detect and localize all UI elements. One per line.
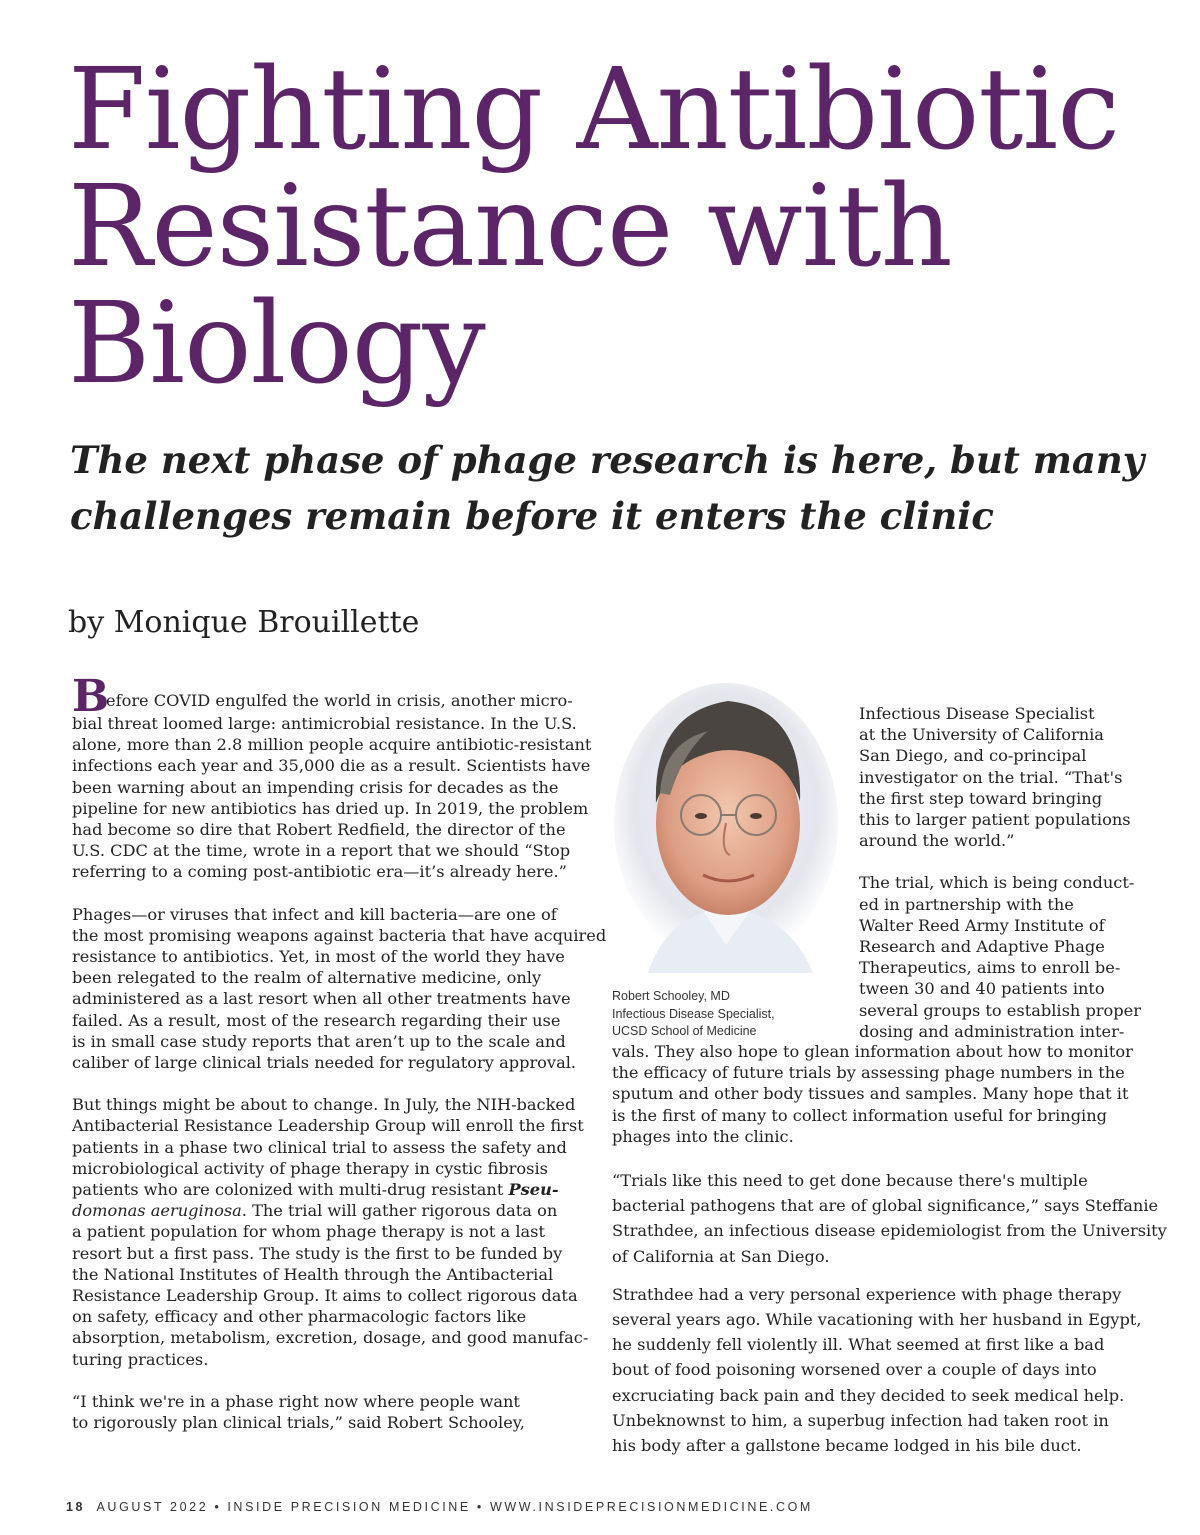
caption-line: Infectious Disease Specialist, bbox=[612, 1006, 775, 1021]
paragraph bbox=[72, 904, 607, 1074]
text-line: of California at San Diego. bbox=[612, 1246, 830, 1266]
title-line: Biology bbox=[68, 279, 485, 409]
paragraph bbox=[612, 1282, 1142, 1458]
text-line: bout of food poisoning worsened over a couple of days into bbox=[612, 1360, 1097, 1380]
text-line: the first step toward bringing bbox=[859, 788, 1103, 808]
text-segment: patients who are colonized with multi-drug resistant bbox=[72, 1180, 504, 1200]
text-line: his body after a gallstone became lodged in his bile duct. bbox=[612, 1436, 1082, 1456]
text-line: infections each year and 35,000 die as a result. Scientists have bbox=[72, 756, 591, 776]
right-column-top bbox=[859, 703, 1149, 1063]
text-line: Infectious Disease Specialist bbox=[859, 704, 1095, 723]
text-line: microbiological activity of phage therapy in cystic fibrosis bbox=[72, 1158, 548, 1178]
paragraph bbox=[859, 703, 1149, 851]
text-line: dosing and administration inter- bbox=[859, 1021, 1125, 1041]
text-line: investigator on the trial. “That's bbox=[859, 767, 1123, 787]
text-line: Unbeknownst to him, a superbug infection had taken root in bbox=[612, 1410, 1109, 1430]
text-line: tween 30 and 40 patients into bbox=[859, 979, 1105, 999]
text-line: ed in partnership with the bbox=[859, 894, 1074, 914]
text-line: “I think we're in a phase right now where people want bbox=[72, 1391, 520, 1411]
paragraph bbox=[72, 671, 592, 883]
text-line: excruciating back pain and they decided to seek medical help. bbox=[612, 1385, 1125, 1405]
subtitle-line: challenges remain before it enters the clinic bbox=[70, 494, 994, 538]
text-line: the efficacy of future trials by assessing phage numbers in the bbox=[612, 1063, 1125, 1083]
first-line bbox=[72, 671, 573, 722]
caption-line: UCSD School of Medicine bbox=[612, 1024, 757, 1038]
article-title bbox=[68, 45, 1168, 409]
footer-text: AUGUST 2022 • INSIDE PRECISION MEDICINE • WWW.INSIDEPRECISIONMEDICINE.COM bbox=[96, 1500, 813, 1514]
text-line: absorption, metabolism, excretion, dosage, and good manufac- bbox=[72, 1328, 589, 1348]
title-line: Fighting Antibiotic bbox=[68, 45, 1119, 175]
article-subtitle bbox=[70, 432, 1160, 544]
text-line: failed. As a result, most of the research regarding their use bbox=[72, 1010, 561, 1030]
text-line: bacterial pathogens that are of global significance,” says Steffanie bbox=[612, 1196, 1159, 1216]
text-line: had become so dire that Robert Redfield, the director of the bbox=[72, 820, 566, 840]
page-footer bbox=[66, 1500, 813, 1514]
title-line: Resistance with bbox=[68, 162, 952, 292]
text-line: he suddenly fell violently ill. What seemed at first like a bad bbox=[612, 1335, 1105, 1355]
caption-line: Robert Schooley, MD bbox=[612, 989, 730, 1003]
text-line bbox=[72, 1179, 572, 1200]
text-line: Antibacterial Resistance Leadership Group will enroll the first bbox=[72, 1116, 584, 1136]
text-line: referring to a coming post-antibiotic era—it’s already here.” bbox=[72, 862, 567, 882]
species-name: Pseu- bbox=[508, 1180, 559, 1200]
text-line: several groups to establish proper bbox=[859, 1000, 1141, 1020]
paragraph bbox=[72, 1391, 572, 1433]
left-column bbox=[72, 671, 607, 1454]
paragraph bbox=[612, 1168, 1167, 1269]
drop-cap: B bbox=[72, 671, 110, 722]
portrait-illustration bbox=[608, 683, 840, 973]
text-line: caliber of large clinical trials needed for regulatory approval. bbox=[72, 1053, 577, 1073]
page-number: 18 bbox=[66, 1500, 86, 1514]
text-line: a patient population for whom phage therapy is not a last bbox=[72, 1222, 545, 1242]
text-line: is in small case study reports that aren’t up to the scale and bbox=[72, 1031, 566, 1051]
right-column-bottom bbox=[612, 1041, 1142, 1168]
text-line: turing practices. bbox=[72, 1349, 209, 1369]
text-line: bial threat loomed large: antimicrobial resistance. In the U.S. bbox=[72, 714, 577, 733]
text-line: administered as a last resort when all other treatments have bbox=[72, 989, 571, 1009]
text-line: several years ago. While vacationing with her husband in Egypt, bbox=[612, 1310, 1142, 1330]
text-line: Strathdee, an infectious disease epidemiologist from the University bbox=[612, 1221, 1167, 1241]
text-line: been relegated to the realm of alternative medicine, only bbox=[72, 968, 542, 988]
paragraph bbox=[859, 872, 1149, 1042]
text-line: to rigorously plan clinical trials,” said Robert Schooley, bbox=[72, 1413, 525, 1433]
paragraph bbox=[612, 1041, 1142, 1147]
text-line: resort but a first pass. The study is the first to be funded by bbox=[72, 1243, 563, 1263]
paragraph bbox=[72, 1094, 589, 1370]
text-line: San Diego, and co-principal bbox=[859, 746, 1087, 766]
text-line: alone, more than 2.8 million people acquire antibiotic-resistant bbox=[72, 735, 592, 755]
text-line: the most promising weapons against bacteria that have acquired bbox=[72, 925, 607, 945]
text-line: is the first of many to collect information useful for bringing bbox=[612, 1105, 1108, 1125]
text-line: Therapeutics, aims to enroll be- bbox=[859, 958, 1121, 978]
text-line: Research and Adaptive Phage bbox=[859, 937, 1105, 957]
text-line bbox=[72, 1200, 572, 1221]
text-line: on safety, efficacy and other pharmacologic factors like bbox=[72, 1307, 527, 1327]
text-line: the National Institutes of Health through the Antibacterial bbox=[72, 1264, 554, 1284]
text-line: The trial, which is being conduct- bbox=[859, 873, 1135, 893]
text-line: sputum and other body tissues and samples. Many hope that it bbox=[612, 1084, 1129, 1104]
text-line: efore COVID engulfed the world in crisis, another micro- bbox=[106, 691, 573, 710]
text-line: at the University of California bbox=[859, 725, 1104, 745]
right-column-bottom-continued bbox=[612, 1168, 1167, 1479]
text-line: Phages—or viruses that infect and kill bacteria—are one of bbox=[72, 904, 557, 924]
text-line: patients in a phase two clinical trial to assess the safety and bbox=[72, 1137, 567, 1157]
text-segment: . The trial will gather rigorous data on bbox=[241, 1201, 558, 1221]
text-line: Resistance Leadership Group. It aims to collect rigorous data bbox=[72, 1286, 578, 1306]
text-line: vals. They also hope to glean information about how to monitor bbox=[612, 1042, 1133, 1061]
text-line: Strathdee had a very personal experience with phage therapy bbox=[612, 1284, 1122, 1304]
text-line: this to larger patient populations bbox=[859, 810, 1131, 830]
text-line: But things might be about to change. In July, the NIH-backed bbox=[72, 1095, 576, 1115]
subtitle-line: The next phase of phage research is here, but many bbox=[70, 438, 1145, 482]
text-line: “Trials like this need to get done because there's multiple bbox=[612, 1171, 1088, 1190]
text-line: been warning about an impending crisis for decades as the bbox=[72, 777, 559, 797]
text-line: resistance to antibiotics. Yet, in most of the world they have bbox=[72, 947, 565, 967]
text-line: Walter Reed Army Institute of bbox=[859, 915, 1105, 935]
text-line: U.S. CDC at the time, wrote in a report that we should “Stop bbox=[72, 841, 571, 861]
photo-caption bbox=[612, 988, 852, 1041]
portrait-photo bbox=[608, 683, 840, 973]
text-line: phages into the clinic. bbox=[612, 1126, 794, 1146]
species-name: domonas aeruginosa bbox=[72, 1201, 242, 1221]
byline: by Monique Brouillette bbox=[68, 605, 420, 640]
text-line: pipeline for new antibiotics has dried up. In 2019, the problem bbox=[72, 798, 589, 818]
text-line: around the world.” bbox=[859, 831, 1015, 851]
